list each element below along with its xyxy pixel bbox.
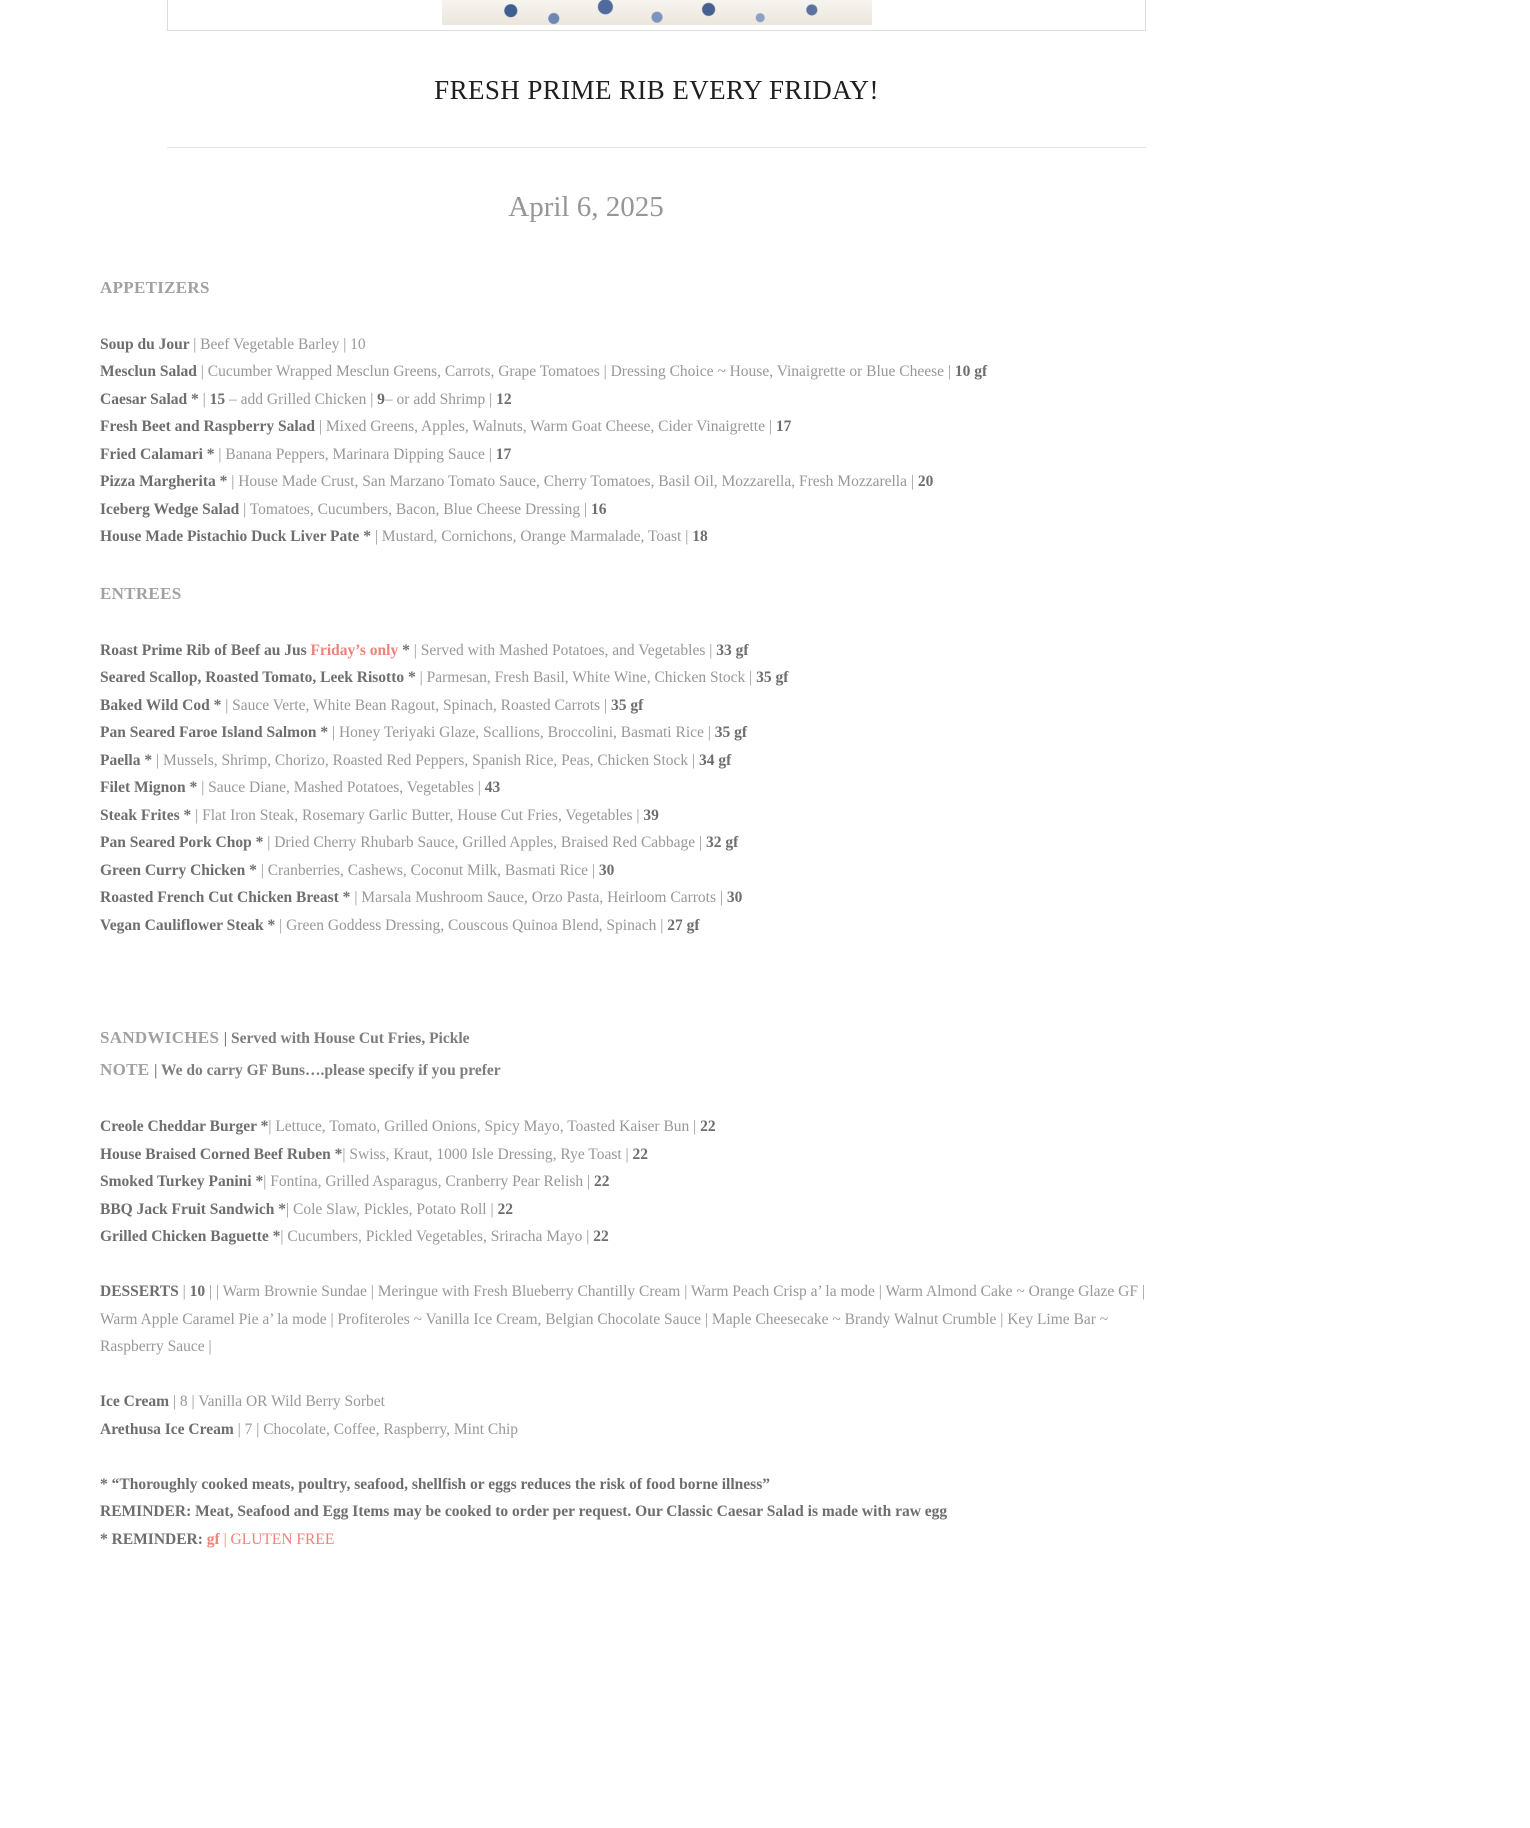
- text-run: Baked Wild Cod *: [100, 696, 226, 714]
- text-run: 12: [496, 390, 512, 408]
- menu-line: [100, 994, 1145, 1022]
- text-run: Fresh Beet and Raspberry Salad: [100, 418, 319, 435]
- text-run: 22: [632, 1145, 649, 1163]
- menu-line: [100, 857, 1145, 885]
- text-run: | Flat Iron Steak, Rosemary Garlic Butter, House Cut Fries, Vegetables |: [195, 806, 644, 824]
- menu-line: [100, 551, 1145, 579]
- menu-line: [100, 967, 1145, 995]
- text-run: Iceberg Wedge Salad: [100, 500, 244, 518]
- text-run: | Dried Cherry Rhubarb Sauce, Grilled Apples, Braised Red Cabbage |: [267, 834, 707, 851]
- text-run: 20: [917, 473, 934, 490]
- text-run: REMINDER: Meat, Seafood and Egg Items may be cooked to order per request. Our Classic Caesar Salad is made with raw egg: [100, 1503, 948, 1520]
- text-run: Mesclun Salad: [100, 363, 201, 380]
- text-run: | Cucumber Wrapped Mesclun Greens, Carrots, Grape Tomatoes | Dressing Choice ~ House, Vinaigrette or Blue Cheese |: [200, 363, 955, 380]
- text-run: | Banana Peppers, Marinara Dipping Sauce |: [218, 445, 496, 463]
- text-run: | Beef Vegetable Barley | 10: [193, 335, 366, 353]
- text-run: * “Thoroughly cooked meats, poultry, seafood, shellfish or eggs reduces the risk of food borne illness”: [100, 1475, 770, 1493]
- text-run: 15: [209, 390, 229, 408]
- text-run: 39: [643, 806, 659, 824]
- text-run: Steak Frites *: [100, 806, 196, 824]
- text-run: | Cranberries, Cashews, Coconut Milk, Basmati Rice |: [260, 861, 599, 879]
- text-run: | Mixed Greens, Apples, Walnuts, Warm Goat Cheese, Cider Vinaigrette |: [318, 418, 776, 435]
- text-run: 35 gf: [714, 724, 748, 741]
- text-run: | Cole Slaw, Pickles, Potato Roll |: [286, 1200, 498, 1218]
- text-run: | Marsala Mushroom Sauce, Orzo Pasta, Heirloom Carrots |: [354, 889, 727, 906]
- menu-line: [100, 747, 1145, 775]
- text-run: | 8 | Vanilla OR Wild Berry Sorbet: [172, 1393, 385, 1410]
- text-run: 18: [692, 528, 708, 545]
- text-run: |: [202, 390, 210, 408]
- menu-line: [100, 802, 1145, 830]
- menu-line: [100, 939, 1145, 967]
- text-run: Paella *: [100, 751, 156, 769]
- text-run: | Sauce Diane, Mashed Potatoes, Vegetables |: [201, 779, 485, 796]
- text-run: 9: [377, 390, 385, 408]
- menu-line: [100, 272, 1145, 303]
- menu-line: [100, 1443, 1145, 1471]
- text-run: | Mussels, Shrimp, Chorizo, Roasted Red Peppers, Spanish Rice, Peas, Chicken Stock |: [155, 751, 700, 769]
- text-run: Creole Cheddar Burger *: [100, 1118, 269, 1135]
- text-run: – add Grilled Chicken |: [229, 390, 378, 408]
- menu-line: [100, 1526, 1145, 1554]
- menu-line: [100, 774, 1145, 802]
- menu-line: [100, 1388, 1145, 1416]
- text-run: | Served with Mashed Potatoes, and Vegetables |: [413, 641, 717, 659]
- text-run: Soup du Jour: [100, 335, 194, 353]
- menu-line: [100, 303, 1145, 331]
- menu-line: [100, 1251, 1145, 1279]
- text-run: Caesar Salad *: [100, 390, 203, 408]
- menu-line: [100, 496, 1145, 524]
- text-run: Vegan Cauliflower Steak *: [100, 916, 280, 934]
- text-run: Seared Scallop, Roasted Tomato, Leek Risotto *: [100, 669, 420, 686]
- text-run: | House Made Crust, San Marzano Tomato Sauce, Cherry Tomatoes, Basil Oil, Mozzarella, Fresh Mozzarella |: [231, 473, 918, 490]
- text-run: – or add Shrimp |: [384, 390, 497, 408]
- menu-line: [100, 637, 1145, 665]
- text-run: | Served with House Cut Fries, Pickle: [223, 1029, 470, 1047]
- text-run: gf: [206, 1530, 224, 1548]
- text-run: House Made Pistachio Duck Liver Pate *: [100, 528, 375, 545]
- text-run: APPETIZERS: [100, 278, 210, 297]
- text-run: Friday’s only: [310, 641, 403, 659]
- menu-line: [100, 1196, 1145, 1224]
- menu-line: [100, 413, 1145, 441]
- text-run: 16: [591, 500, 607, 518]
- menu-line: [100, 358, 1145, 386]
- text-run: DESSERTS: [100, 1283, 183, 1300]
- text-run: 30: [598, 861, 615, 879]
- text-run: Pan Seared Faroe Island Salmon *: [100, 724, 332, 741]
- text-run: | | Warm Brownie Sundae | Meringue with Fresh Blueberry Chantilly Cream | Warm Peach Crisp a’ la mode | Warm Almond Cake ~ Orange Glaze GF | Warm Apple Caramel Pie a’ la mode | Profiteroles ~ Vanilla Ice Cream, Belgian Chocolate Sauce | Maple Cheesecake ~ Brandy Walnut Crumble | Key Lime Bar ~ Raspberry Sauce |: [100, 1283, 1145, 1355]
- text-run: | Mustard, Cornichons, Orange Marmalade, Toast |: [374, 528, 693, 545]
- text-run: 32 gf: [706, 834, 739, 851]
- menu-line: [100, 1086, 1145, 1114]
- text-run: | Green Goddess Dressing, Couscous Quinoa Blend, Spinach |: [279, 916, 668, 934]
- text-run: 35 gf: [756, 669, 789, 686]
- header-photo-card: [167, 0, 1146, 31]
- text-run: 33 gf: [716, 641, 749, 659]
- text-run: 35 gf: [610, 696, 644, 714]
- text-run: Pizza Margherita *: [100, 473, 232, 490]
- text-run: Roast Prime Rib of Beef au Jus: [100, 641, 311, 659]
- menu-line: [100, 331, 1145, 359]
- text-run: | 7 | Chocolate, Coffee, Raspberry, Mint Chip: [237, 1420, 519, 1438]
- menu-line: [100, 1022, 1145, 1054]
- text-run: 34 gf: [699, 751, 732, 769]
- text-run: | Cucumbers, Pickled Vegetables, Sriracha Mayo |: [280, 1228, 594, 1245]
- text-run: Arethusa Ice Cream: [100, 1420, 238, 1438]
- menu-line: [100, 1416, 1145, 1444]
- text-run: | Swiss, Kraut, 1000 Isle Dressing, Rye Toast |: [342, 1145, 633, 1163]
- text-run: 10: [189, 1283, 209, 1300]
- text-run: | Tomatoes, Cucumbers, Bacon, Blue Cheese Dressing |: [243, 500, 592, 518]
- menu-line: [100, 1168, 1145, 1196]
- text-run: SANDWICHES: [100, 1027, 224, 1047]
- text-run: *: [402, 641, 414, 659]
- menu-line: [100, 1054, 1145, 1086]
- text-run: ENTREES: [100, 584, 182, 603]
- menu-line: [100, 1113, 1145, 1141]
- text-run: 22: [497, 1200, 513, 1218]
- text-run: | Lettuce, Tomato, Grilled Onions, Spicy Mayo, Toasted Kaiser Bun |: [268, 1118, 701, 1135]
- text-run: |: [182, 1283, 190, 1300]
- text-run: 22: [700, 1118, 716, 1135]
- text-run: 43: [484, 779, 501, 796]
- text-run: * REMINDER:: [100, 1530, 207, 1548]
- text-run: Smoked Turkey Panini *: [100, 1173, 264, 1190]
- header-photo: [442, 0, 872, 25]
- menu-line: [100, 1141, 1145, 1169]
- divider: [167, 147, 1146, 148]
- text-run: BBQ Jack Fruit Sandwich *: [100, 1200, 287, 1218]
- menu-line: [100, 441, 1145, 469]
- menu-body: [100, 272, 1145, 1553]
- text-run: 10 gf: [954, 363, 988, 380]
- menu-date: April 6, 2025: [508, 191, 664, 223]
- menu-line: [100, 912, 1145, 940]
- menu-line: [100, 884, 1145, 912]
- text-run: NOTE: [100, 1059, 154, 1079]
- text-run: | We do carry GF Buns….please specify if you prefer: [153, 1061, 501, 1079]
- menu-line: [100, 719, 1145, 747]
- text-run: 17: [495, 445, 512, 463]
- text-run: 17: [775, 418, 792, 435]
- text-run: | Parmesan, Fresh Basil, White Wine, Chicken Stock |: [419, 669, 757, 686]
- text-run: Pan Seared Pork Chop *: [100, 834, 268, 851]
- menu-line: [100, 692, 1145, 720]
- text-run: Green Curry Chicken *: [100, 861, 261, 879]
- menu-line: [100, 386, 1145, 414]
- menu-line: [100, 523, 1145, 551]
- menu-line: [100, 664, 1145, 692]
- text-run: 22: [594, 1173, 610, 1190]
- banner-title: FRESH PRIME RIB EVERY FRIDAY!: [434, 75, 879, 105]
- menu-line: [100, 1361, 1145, 1389]
- text-run: Fried Calamari *: [100, 445, 219, 463]
- text-run: Filet Mignon *: [100, 779, 202, 796]
- menu-line: [100, 1278, 1145, 1361]
- menu-line: [100, 1498, 1145, 1526]
- text-run: Grilled Chicken Baguette *: [100, 1228, 281, 1245]
- menu-line: [100, 578, 1145, 609]
- text-run: 22: [593, 1228, 609, 1245]
- text-run: House Braised Corned Beef Ruben *: [100, 1145, 343, 1163]
- menu-line: [100, 468, 1145, 496]
- text-run: | GLUTEN FREE: [223, 1530, 335, 1548]
- menu-line: [100, 1471, 1145, 1499]
- menu-line: [100, 829, 1145, 857]
- menu-line: [100, 609, 1145, 637]
- text-run: | Fontina, Grilled Asparagus, Cranberry Pear Relish |: [263, 1173, 595, 1190]
- text-run: | Honey Teriyaki Glaze, Scallions, Broccolini, Basmati Rice |: [331, 724, 715, 741]
- text-run: 30: [726, 889, 743, 906]
- text-run: Roasted French Cut Chicken Breast *: [100, 889, 355, 906]
- text-run: | Sauce Verte, White Bean Ragout, Spinach, Roasted Carrots |: [225, 696, 611, 714]
- text-run: Ice Cream: [100, 1393, 173, 1410]
- menu-line: [100, 1223, 1145, 1251]
- text-run: 27 gf: [667, 916, 700, 934]
